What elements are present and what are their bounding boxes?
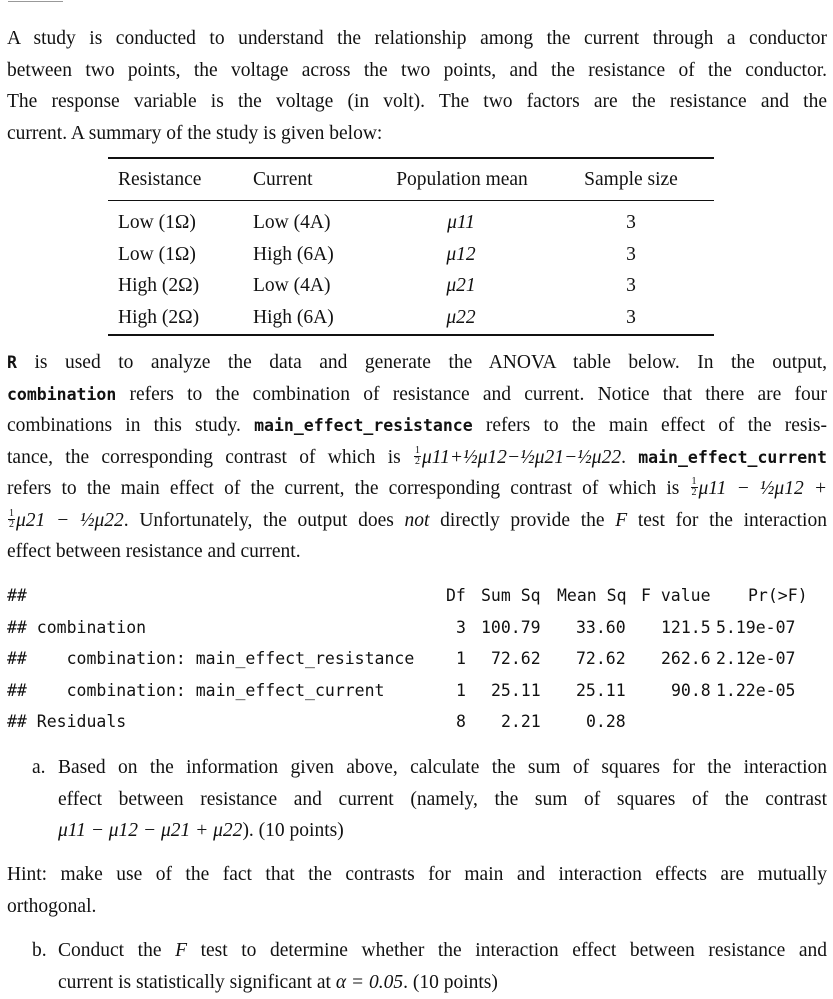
anova-row-pvalue: 1.22e-05 [716,680,796,700]
fraction-half: $\frac{1}{2}$ [415,444,421,467]
cell-current: High (6A) [253,307,334,328]
anova-header-fvalue: F value [641,586,711,605]
desc-text: directly provide the [429,509,616,531]
code-combination: combination [7,384,117,404]
anova-row-df: 3 [456,617,466,637]
top-crop-mark [8,0,68,4]
question-a-line-3 [58,815,827,847]
description-paragraph [7,347,827,568]
cell-resistance: High (2Ω) [118,275,200,296]
desc-text: . Unfortunately, the output does [123,509,405,531]
anova-row-combination [7,612,827,644]
desc-line-2 [7,379,827,411]
table-bottom-rule [108,334,714,336]
anova-row-main-effect-resistance [7,643,827,675]
intro-line-2: between two points, the voltage across the two points, and the resistance of the conductor. [7,59,827,81]
anova-row-pvalue: 5.19e-07 [716,617,796,637]
significance-level: α = 0.05 [335,971,404,993]
question-b [32,935,827,999]
desc-text: combinations in this study. [7,415,255,436]
question-b-text [58,935,827,998]
intro-line-3: The response variable is the voltage (in volt). The two factors are the resistance and the [7,91,827,112]
anova-row-df: 8 [456,712,466,731]
cell-resistance: Low (1Ω) [118,212,196,233]
hint-line-2: orthogonal. [7,895,97,917]
cell-population-mean: μ11 [447,212,475,233]
table-row [108,302,714,334]
anova-row-fvalue: 90.8 [671,680,711,700]
anova-header-df: Df [446,586,466,605]
anova-header-meansq: Mean Sq [557,586,627,605]
anova-header-prefix: ## [7,586,27,605]
question-b-points: . (10 points) [403,971,498,993]
anova-row-label: ## combination: main_effect_resistance [7,649,415,668]
intro-paragraph [7,23,827,149]
math-f: F [175,940,187,961]
anova-row-meansq: 33.60 [576,617,626,637]
code-main-effect-current: main_effect_current [638,447,827,467]
header-sample-size: Sample size [584,169,678,190]
math-f: F [615,509,628,531]
question-a-text [58,752,827,847]
anova-row-meansq: 72.62 [576,649,626,668]
desc-text: is used to analyze the data and generate the ANOVA table below. In the output, [16,352,827,373]
anova-row-meansq: 25.11 [576,680,626,700]
anova-header-row [7,580,827,612]
cell-current: High (6A) [253,244,334,265]
hint-line-1: Hint: make use of the fact that the contrasts for main and interaction effects are mutually [7,864,827,885]
anova-row-df: 1 [456,649,466,668]
desc-text: refers to the combination of resistance and current. Notice that there are four [116,383,827,405]
desc-line-1 [7,347,827,379]
question-a-points: ). (10 points) [242,820,344,841]
anova-row-fvalue: 121.5 [661,617,711,637]
table-top-rule [108,157,714,159]
emphasis-not: not [404,509,430,531]
anova-row-df: 1 [456,680,466,700]
question-a-line-2: effect between resistance and current (namely, the sum of squares of the contrast [58,788,827,810]
question-b-line-2 [58,967,827,999]
cell-sample-size: 3 [626,275,636,296]
cell-resistance: Low (1Ω) [118,244,196,265]
header-resistance: Resistance [118,169,202,190]
question-b-line-1 [58,935,827,967]
desc-line-5 [7,473,827,505]
anova-header-sumsq: Sum Sq [481,586,541,605]
question-a-label: a. [32,757,46,778]
desc-text: test for the interaction [627,509,827,531]
intro-line-4: current. A summary of the study is given below: [7,122,383,144]
resistance-contrast-formula: μ11+½μ12−½μ21−½μ22 [422,446,622,468]
desc-line-4: tance, the corresponding contrast of which is $\frac{1}{2}$ μ11+½μ12−½μ21−½μ22. main_effect_current [7,444,827,468]
desc-text: tance, the corresponding contrast of which is [7,446,414,468]
anova-row-sumsq: 25.11 [491,680,541,700]
question-b-text-1: Conduct the [58,940,176,961]
cell-current: Low (4A) [253,275,331,296]
code-r: R [7,353,17,372]
current-contrast-formula-part2: μ21 − ½μ22 [16,509,124,531]
cell-population-mean: μ12 [446,244,476,265]
anova-row-label: ## combination: main_effect_current [7,680,385,700]
desc-text: refers to the main effect of the resis- [472,415,827,436]
cell-resistance: High (2Ω) [118,307,200,328]
desc-line-7: effect between resistance and current. [7,541,301,562]
intro-line-1: A study is conducted to understand the relationship among the current through a conductor [7,28,827,49]
cell-population-mean: μ22 [446,307,476,328]
question-b-label: b. [32,940,47,961]
anova-row-sumsq: 100.79 [481,617,541,637]
desc-line-6 [7,505,827,537]
header-current: Current [253,169,313,190]
anova-row-sumsq: 2.21 [501,712,541,731]
anova-row-fvalue: 262.6 [661,649,711,668]
cell-sample-size: 3 [626,212,636,233]
question-a [32,752,827,847]
table-row [108,207,714,239]
question-b-text-3: current is statistically significant at [58,971,336,993]
anova-row-main-effect-current [7,675,827,707]
anova-row-meansq: 0.28 [586,712,626,731]
anova-row-label: ## Residuals [7,712,127,731]
table-header-rule [108,200,714,201]
interaction-contrast-formula: μ11 − μ12 − μ21 + μ22 [58,820,243,841]
desc-text: refers to the main effect of the current, the corresponding contrast of which is [7,478,690,499]
anova-row-label: ## combination [7,617,147,637]
table-row [108,270,714,302]
anova-row-residuals [7,706,827,738]
fraction-half: $\frac{1}{2}$ [691,476,697,499]
anova-row-pvalue: 2.12e-07 [716,649,796,668]
table-header-row [108,164,714,196]
current-contrast-formula-part1: μ11 − ½μ12 + [698,478,827,499]
question-b-text-2: test to determine whether the interaction effect between resistance and [186,940,827,961]
hint-paragraph [7,859,827,922]
anova-header-pvalue: Pr(>F) [748,586,808,605]
question-a-line-1: Based on the information given above, calculate the sum of squares for the interaction [58,757,827,778]
fraction-half: $\frac{1}{2}$ [9,507,14,530]
cell-sample-size: 3 [626,244,636,265]
cell-current: Low (4A) [253,212,331,233]
header-population-mean: Population mean [396,169,528,190]
desc-line-3 [7,410,827,442]
table-row [108,239,714,271]
cell-sample-size: 3 [626,307,636,328]
anova-row-sumsq: 72.62 [491,649,541,668]
code-main-effect-resistance: main_effect_resistance [254,416,473,435]
cell-population-mean: μ21 [446,275,476,296]
